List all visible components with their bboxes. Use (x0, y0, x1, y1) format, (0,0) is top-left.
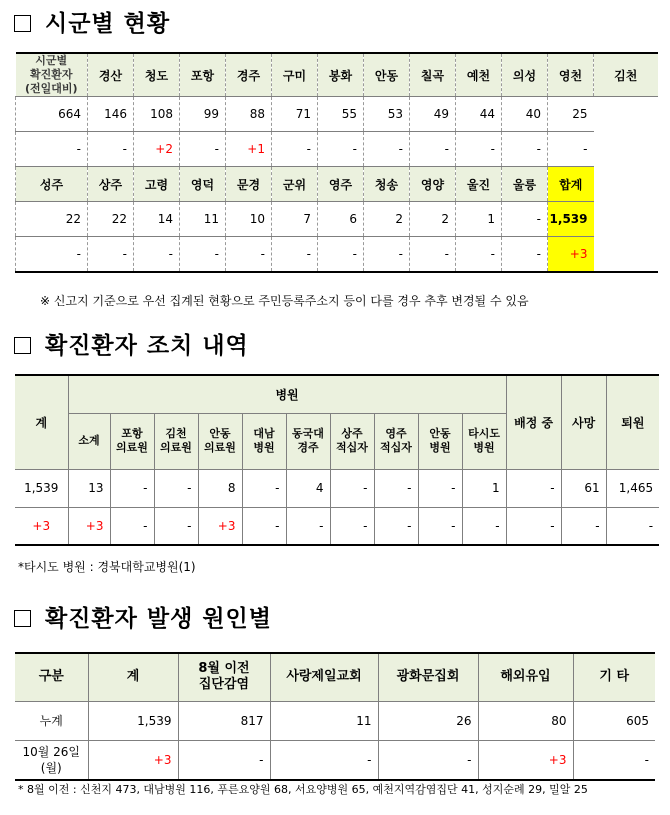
region-change: - (548, 132, 594, 167)
cause-today-cell: +3 (478, 740, 573, 780)
region-total: 99 (180, 97, 226, 132)
region-total: 146 (88, 97, 134, 132)
region-name: 군위 (272, 167, 318, 202)
treatment-total-cell: - (506, 469, 561, 507)
header-total: 계 (15, 375, 68, 469)
cause-today-cell: - (178, 740, 270, 780)
section3-title (14, 600, 272, 633)
region-row2-names (16, 167, 658, 202)
cause-today-label: 10월 26일 (월) (15, 740, 88, 780)
header-discharge: 퇴원 (606, 375, 659, 469)
region-change: - (88, 237, 134, 273)
treatment-change-cell: - (462, 507, 506, 545)
region-total: 53 (364, 97, 410, 132)
cause-today-row (15, 740, 655, 780)
treatment-change-cell: - (418, 507, 462, 545)
region-name: 경주 (226, 53, 272, 97)
treatment-change-cell: +3 (68, 507, 110, 545)
treatment-total-cell: 1,465 (606, 469, 659, 507)
region-name: 영주 (318, 167, 364, 202)
treatment-total-cell: - (330, 469, 374, 507)
region-row1-names (16, 53, 658, 97)
region-name: 성주 (16, 167, 88, 202)
cause-header: 8월 이전 집단감염 (178, 653, 270, 701)
checkbox-square-icon (14, 610, 31, 627)
region-total: - (502, 202, 548, 237)
treatment-change-cell: - (374, 507, 418, 545)
region-row2-totals (16, 202, 658, 237)
treatment-change-cell: - (561, 507, 606, 545)
region-total: 49 (410, 97, 456, 132)
region-name: 경산 (88, 53, 134, 97)
treatment-total-cell: - (110, 469, 154, 507)
region-change: - (226, 237, 272, 273)
cause-cumulative-cell: 누계 (15, 701, 88, 740)
region-name: 구미 (272, 53, 318, 97)
region-status-table (15, 52, 658, 273)
region-change: - (16, 132, 88, 167)
region-name: 안동 (364, 53, 410, 97)
treatment-total-cell: - (418, 469, 462, 507)
cause-cumulative-cell: 11 (270, 701, 378, 740)
region-total: 22 (88, 202, 134, 237)
region-total: 71 (272, 97, 318, 132)
section1-title (14, 5, 170, 38)
cause-today-cell: - (378, 740, 478, 780)
region-change: - (272, 237, 318, 273)
region-total: 10 (226, 202, 272, 237)
region-name: 영천 (548, 53, 594, 97)
section2-title-text: 확진환자 조치 내역 (45, 333, 249, 359)
treatment-totals-row (15, 469, 659, 507)
treatment-change-cell: - (242, 507, 286, 545)
region-change: - (88, 132, 134, 167)
row-label: 시군별 확진환자 (전일대비) (16, 53, 88, 97)
region-total: 88 (226, 97, 272, 132)
treatment-change-cell: +3 (198, 507, 242, 545)
hospital-column-header: 김천 의료원 (154, 413, 198, 469)
treatment-total-cell: - (374, 469, 418, 507)
header-hospital: 병원 (68, 375, 506, 413)
region-name: 울릉 (502, 167, 548, 202)
section1-title-text: 시군별 현황 (45, 11, 171, 37)
region-name: 청도 (134, 53, 180, 97)
section3-note: * 8월 이전 : 신천지 473, 대남병원 116, 푸른요양원 68, 서요양병원 65, 예천지역감염집단 41, 성지순례 29, 밀알 25 (18, 783, 588, 796)
hospital-column-header: 상주 적십자 (330, 413, 374, 469)
cause-header-row (15, 653, 655, 701)
treatment-change-cell: - (154, 507, 198, 545)
region-total: 25 (548, 97, 594, 132)
hospital-column-header: 대남 병원 (242, 413, 286, 469)
region-total: 108 (134, 97, 180, 132)
hospital-column-header: 영주 적십자 (374, 413, 418, 469)
region-total: 7 (272, 202, 318, 237)
region-total: 40 (502, 97, 548, 132)
header-waiting: 배정 중 (506, 375, 561, 469)
region-change: - (502, 237, 548, 273)
hospital-column-header: 포항 의료원 (110, 413, 154, 469)
treatment-change-cell: - (506, 507, 561, 545)
cause-today-cell: - (573, 740, 655, 780)
region-name: 봉화 (318, 53, 364, 97)
cause-header: 해외유입 (478, 653, 573, 701)
treatment-total-cell: 1,539 (15, 469, 68, 507)
region-total: 6 (318, 202, 364, 237)
region-row2-changes (16, 237, 658, 273)
cause-cumulative-cell: 80 (478, 701, 573, 740)
region-name: 문경 (226, 167, 272, 202)
treatment-total-cell: - (154, 469, 198, 507)
region-change: - (364, 132, 410, 167)
region-name: 청송 (364, 167, 410, 202)
cause-cumulative-cell: 605 (573, 701, 655, 740)
cause-table (15, 652, 655, 781)
section1-note: ※ 신고지 기준으로 우선 집계된 현황으로 주민등록주소지 등이 다를 경우 추후 변경될 수 있음 (40, 294, 529, 308)
treatment-change-cell: - (330, 507, 374, 545)
treatment-total-cell: 1 (462, 469, 506, 507)
checkbox-square-icon (14, 337, 31, 354)
cause-cumulative-cell: 1,539 (88, 701, 178, 740)
region-total: 1,539 (548, 202, 594, 237)
treatment-table (15, 374, 659, 546)
region-total: 44 (456, 97, 502, 132)
section3-title-text: 확진환자 발생 원인별 (45, 606, 272, 632)
region-total: 2 (410, 202, 456, 237)
cause-header: 사랑제일교회 (270, 653, 378, 701)
region-change: - (318, 237, 364, 273)
checkbox-square-icon (14, 15, 31, 32)
region-change: - (134, 237, 180, 273)
cause-cumulative-row (15, 701, 655, 740)
region-name: 고령 (134, 167, 180, 202)
region-change: - (318, 132, 364, 167)
treatment-change-cell: +3 (15, 507, 68, 545)
region-name: 포항 (180, 53, 226, 97)
hospital-column-header: 안동 병원 (418, 413, 462, 469)
region-total: 14 (134, 202, 180, 237)
hospital-column-header: 타시도 병원 (462, 413, 506, 469)
treatment-total-cell: 61 (561, 469, 606, 507)
region-total: 664 (16, 97, 88, 132)
region-change: - (502, 132, 548, 167)
region-change: - (456, 132, 502, 167)
treatment-changes-row (15, 507, 659, 545)
cause-header: 구분 (15, 653, 88, 701)
region-name: 합계 (548, 167, 594, 202)
region-change: - (410, 237, 456, 273)
region-change: +1 (226, 132, 272, 167)
region-name: 영덕 (180, 167, 226, 202)
region-name: 김천 (594, 53, 658, 97)
treatment-total-cell: 13 (68, 469, 110, 507)
region-name: 예천 (456, 53, 502, 97)
treatment-total-cell: 8 (198, 469, 242, 507)
cause-cumulative-cell: 817 (178, 701, 270, 740)
treatment-change-cell: - (606, 507, 659, 545)
cause-today-cell: - (270, 740, 378, 780)
region-change: - (180, 132, 226, 167)
region-row1-changes (16, 132, 658, 167)
region-change: - (180, 237, 226, 273)
region-name: 의성 (502, 53, 548, 97)
cause-today-cell: +3 (88, 740, 178, 780)
section2-title (14, 327, 249, 360)
cause-cumulative-cell: 26 (378, 701, 478, 740)
region-name: 칠곡 (410, 53, 456, 97)
region-change: - (410, 132, 456, 167)
section2-note: *타시도 병원 : 경북대학교병원(1) (18, 560, 196, 574)
region-total: 11 (180, 202, 226, 237)
hospital-column-header: 동국대 경주 (286, 413, 330, 469)
cause-header: 계 (88, 653, 178, 701)
region-name: 울진 (456, 167, 502, 202)
region-total: 22 (16, 202, 88, 237)
region-row1-totals (16, 97, 658, 132)
cause-header: 광화문집회 (378, 653, 478, 701)
region-name: 영양 (410, 167, 456, 202)
region-change: - (16, 237, 88, 273)
treatment-change-cell: - (110, 507, 154, 545)
header-death: 사망 (561, 375, 606, 469)
treatment-total-cell: - (242, 469, 286, 507)
region-change: - (364, 237, 410, 273)
treatment-total-cell: 4 (286, 469, 330, 507)
region-change: +3 (548, 237, 594, 273)
region-change: - (272, 132, 318, 167)
region-name: 상주 (88, 167, 134, 202)
cause-header: 기 타 (573, 653, 655, 701)
region-change: - (456, 237, 502, 273)
region-total: 2 (364, 202, 410, 237)
region-total: 1 (456, 202, 502, 237)
treatment-change-cell: - (286, 507, 330, 545)
region-change: +2 (134, 132, 180, 167)
hospital-column-header: 안동 의료원 (198, 413, 242, 469)
hospital-column-header: 소계 (68, 413, 110, 469)
region-total: 55 (318, 97, 364, 132)
